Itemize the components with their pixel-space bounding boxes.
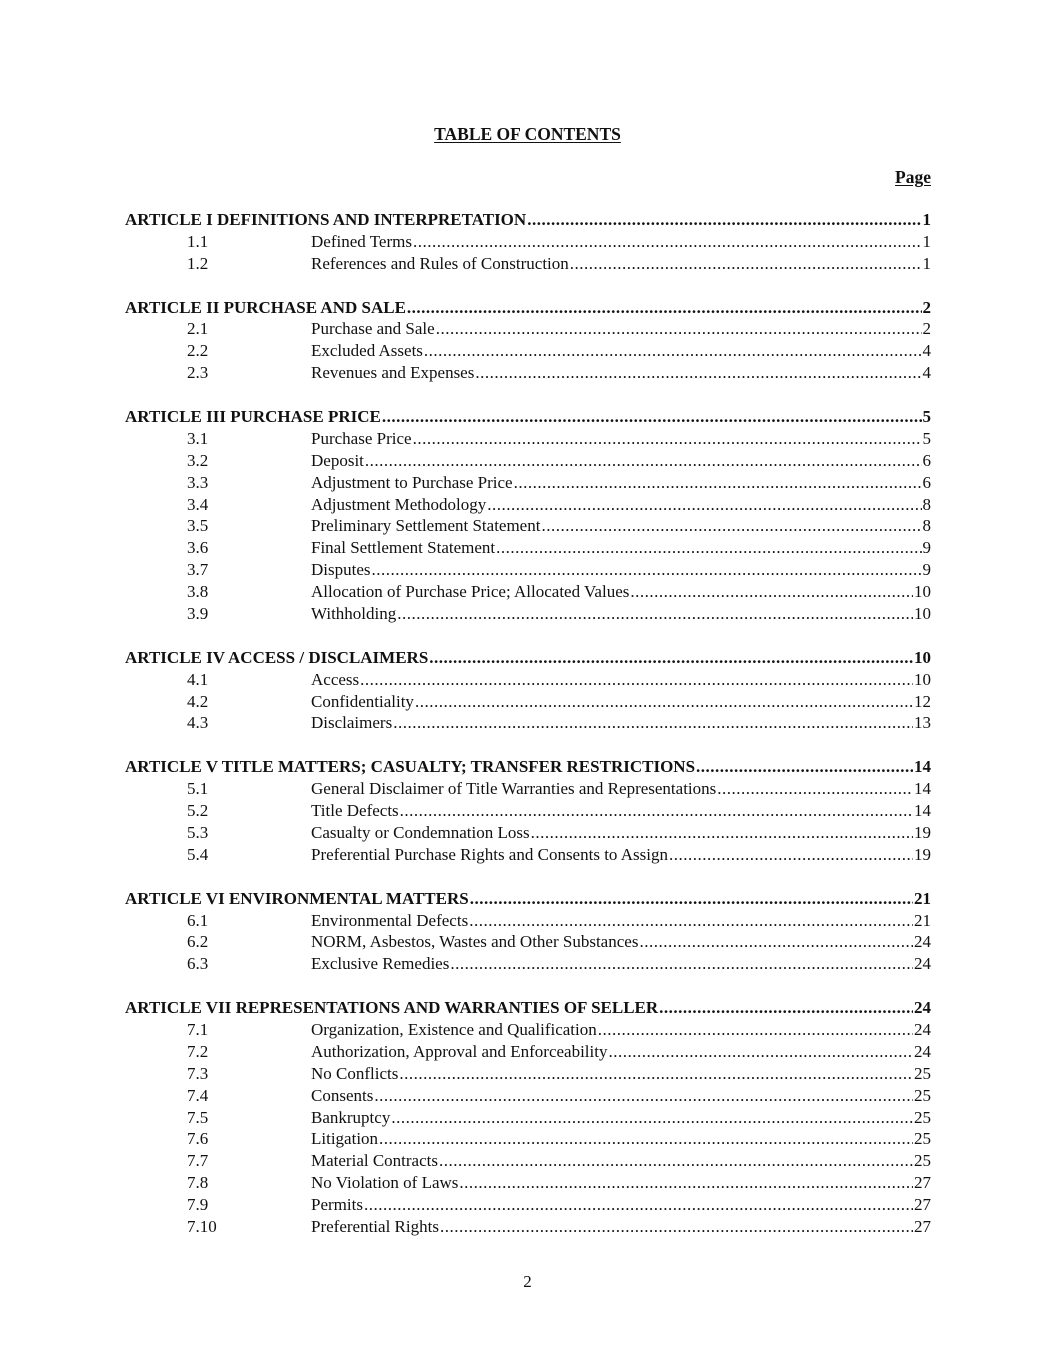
section-number: 5.2 (187, 801, 209, 821)
dot-leader (415, 691, 913, 713)
section-title: Deposit (311, 450, 364, 470)
section-page-number: 14 (914, 779, 931, 799)
section-number: 2.1 (187, 319, 209, 339)
section-number: 5.3 (187, 822, 209, 842)
section-page-number: 2 (922, 319, 931, 339)
section-number: 7.2 (187, 1041, 209, 1061)
dot-leader (391, 1107, 913, 1129)
toc-section-entry[interactable] (125, 931, 931, 953)
section-number: 7.10 (187, 1216, 217, 1236)
article-heading: ARTICLE VII REPRESENTATIONS AND WARRANTIES OF SELLER (125, 998, 659, 1018)
section-page-number: 25 (914, 1129, 931, 1149)
section-number: 7.4 (187, 1085, 209, 1105)
dot-leader (630, 581, 913, 603)
section-title: Purchase Price (311, 428, 412, 448)
section-page-number: 12 (914, 691, 931, 711)
section-title: Excluded Assets (311, 341, 423, 361)
section-page-number: 6 (922, 472, 931, 492)
section-title: Litigation (311, 1129, 379, 1149)
dot-leader (514, 472, 922, 494)
section-number: 1.2 (187, 253, 209, 273)
dot-leader (397, 603, 913, 625)
section-page-number: 13 (914, 713, 931, 733)
section-title: No Violation of Laws (311, 1173, 459, 1193)
toc-section-entry[interactable] (125, 231, 931, 253)
table-of-contents (125, 209, 931, 1260)
section-page-number: 6 (922, 450, 931, 470)
dot-leader (379, 1128, 913, 1150)
article-heading: ARTICLE V TITLE MATTERS; CASUALTY; TRANSFER RESTRICTIONS (125, 757, 696, 777)
section-number: 7.3 (187, 1063, 209, 1083)
section-title: General Disclaimer of Title Warranties and Representations (311, 779, 717, 799)
toc-section-entry[interactable] (125, 822, 931, 844)
section-page-number: 25 (914, 1085, 931, 1105)
dot-leader (470, 888, 913, 910)
section-number: 4.1 (187, 669, 209, 689)
dot-leader (413, 231, 922, 253)
dot-leader (450, 953, 913, 975)
section-title: Confidentiality (311, 691, 414, 711)
toc-section-entry[interactable] (125, 953, 931, 975)
section-title: Consents (311, 1085, 374, 1105)
section-number: 3.3 (187, 472, 209, 492)
toc-section-entry[interactable] (125, 318, 931, 340)
dot-leader (374, 1085, 913, 1107)
section-number: 3.4 (187, 494, 209, 514)
article-page-number: 1 (922, 210, 931, 229)
section-title: Defined Terms (311, 231, 412, 251)
toc-section-entry[interactable] (125, 712, 931, 734)
section-page-number: 24 (914, 1019, 931, 1039)
dot-leader (527, 209, 921, 231)
dot-leader (382, 406, 922, 428)
section-page-number: 24 (914, 1041, 931, 1061)
section-page-number: 14 (914, 801, 931, 821)
section-page-number: 25 (914, 1107, 931, 1127)
section-title: Permits (311, 1195, 363, 1215)
section-number: 7.6 (187, 1129, 209, 1149)
section-page-number: 1 (922, 253, 931, 273)
dot-leader (407, 297, 922, 319)
dot-leader (413, 428, 922, 450)
dot-leader (598, 1019, 913, 1041)
article-heading: ARTICLE II PURCHASE AND SALE (125, 297, 406, 317)
section-title: Authorization, Approval and Enforceability (311, 1041, 608, 1061)
toc-article (125, 406, 931, 625)
footer-page-number: 2 (523, 1272, 532, 1291)
section-page-number: 4 (922, 363, 931, 383)
dot-leader (608, 1041, 913, 1063)
section-title: Environmental Defects (311, 910, 469, 930)
section-title: Preliminary Settlement Statement (311, 516, 541, 536)
toc-article-entry[interactable] (125, 297, 931, 319)
section-title: Revenues and Expenses (311, 363, 475, 383)
section-page-number: 10 (914, 582, 931, 602)
toc-section-entry[interactable] (125, 1019, 931, 1041)
toc-section-entry[interactable] (125, 253, 931, 275)
section-page-number: 10 (914, 604, 931, 624)
dot-leader (475, 362, 921, 384)
article-page-number: 21 (914, 888, 931, 908)
section-title: Disputes (311, 560, 371, 580)
toc-article (125, 997, 931, 1238)
article-heading: ARTICLE IV ACCESS / DISCLAIMERS (125, 647, 429, 667)
section-page-number: 21 (914, 910, 931, 930)
section-page-number: 4 (922, 341, 931, 361)
dot-leader (669, 844, 913, 866)
article-page-number: 2 (922, 297, 931, 317)
article-page-number: 24 (914, 998, 931, 1018)
section-page-number: 27 (914, 1195, 931, 1215)
section-number: 6.2 (187, 932, 209, 952)
toc-section-entry[interactable] (125, 1085, 931, 1107)
section-title: Allocation of Purchase Price; Allocated Values (311, 582, 630, 602)
section-page-number: 27 (914, 1216, 931, 1236)
section-page-number: 27 (914, 1173, 931, 1193)
section-title: Casualty or Condemnation Loss (311, 822, 530, 842)
article-heading: ARTICLE III PURCHASE PRICE (125, 407, 381, 427)
dot-leader (424, 340, 922, 362)
toc-article-entry[interactable] (125, 997, 931, 1019)
section-title: No Conflicts (311, 1063, 399, 1083)
section-title: Purchase and Sale (311, 319, 435, 339)
toc-section-entry[interactable] (125, 1216, 931, 1238)
toc-section-entry[interactable] (125, 910, 931, 932)
section-title: Material Contracts (311, 1151, 438, 1171)
article-heading: ARTICLE I DEFINITIONS AND INTERPRETATION (125, 210, 527, 229)
dot-leader (469, 910, 913, 932)
section-number: 2.2 (187, 341, 209, 361)
toc-article (125, 297, 931, 385)
section-title: Final Settlement Statement (311, 538, 496, 558)
toc-title: TABLE OF CONTENTS (434, 124, 621, 144)
section-title: Preferential Purchase Rights and Consents to Assign (311, 844, 668, 864)
section-title: NORM, Asbestos, Wastes and Other Substances (311, 932, 639, 952)
dot-leader (531, 822, 913, 844)
section-number: 3.5 (187, 516, 209, 536)
section-page-number: 19 (914, 844, 931, 864)
dot-leader (696, 756, 913, 778)
article-heading: ARTICLE VI ENVIRONMENTAL MATTERS (125, 888, 469, 908)
dot-leader (459, 1172, 913, 1194)
toc-section-entry[interactable] (125, 362, 931, 384)
section-number: 7.1 (187, 1019, 209, 1039)
dot-leader (541, 515, 921, 537)
section-page-number: 8 (922, 494, 931, 514)
section-page-number: 9 (922, 538, 931, 558)
dot-leader (717, 778, 913, 800)
toc-section-entry[interactable] (125, 800, 931, 822)
dot-leader (360, 669, 913, 691)
section-title: Adjustment to Purchase Price (311, 472, 513, 492)
dot-leader (487, 494, 921, 516)
section-title: Preferential Rights (311, 1216, 439, 1236)
toc-article-entry[interactable] (125, 209, 931, 231)
dot-leader (639, 931, 913, 953)
section-number: 5.1 (187, 779, 209, 799)
toc-section-entry[interactable] (125, 778, 931, 800)
section-page-number: 24 (914, 932, 931, 952)
section-number: 7.7 (187, 1151, 209, 1171)
toc-section-entry[interactable] (125, 581, 931, 603)
section-title: Adjustment Methodology (311, 494, 487, 514)
section-number: 7.8 (187, 1173, 209, 1193)
section-page-number: 9 (922, 560, 931, 580)
toc-section-entry[interactable] (125, 603, 931, 625)
toc-section-entry[interactable] (125, 340, 931, 362)
dot-leader (400, 800, 913, 822)
section-number: 7.5 (187, 1107, 209, 1127)
toc-section-entry[interactable] (125, 844, 931, 866)
section-number: 3.2 (187, 450, 209, 470)
section-title: Exclusive Remedies (311, 954, 450, 974)
toc-section-entry[interactable] (125, 1063, 931, 1085)
toc-article-entry[interactable] (125, 406, 931, 428)
toc-article-entry[interactable] (125, 647, 931, 669)
section-page-number: 24 (914, 954, 931, 974)
section-title: References and Rules of Construction (311, 253, 569, 273)
toc-section-entry[interactable] (125, 515, 931, 537)
dot-leader (496, 537, 921, 559)
section-page-number: 10 (914, 669, 931, 689)
toc-section-entry[interactable] (125, 1172, 931, 1194)
section-page-number: 1 (922, 231, 931, 251)
toc-section-entry[interactable] (125, 1041, 931, 1063)
section-page-number: 25 (914, 1063, 931, 1083)
toc-section-entry[interactable] (125, 1128, 931, 1150)
section-number: 4.2 (187, 691, 209, 711)
dot-leader (440, 1216, 913, 1238)
section-title: Organization, Existence and Qualification (311, 1019, 597, 1039)
dot-leader (372, 559, 922, 581)
section-title: Disclaimers (311, 713, 393, 733)
dot-leader (570, 253, 922, 275)
toc-section-entry[interactable] (125, 669, 931, 691)
section-title: Access (311, 669, 360, 689)
section-number: 3.1 (187, 428, 209, 448)
section-number: 3.7 (187, 560, 209, 580)
section-number: 2.3 (187, 363, 209, 383)
section-number: 6.3 (187, 954, 209, 974)
section-title: Bankruptcy (311, 1107, 391, 1127)
toc-section-entry[interactable] (125, 1107, 931, 1129)
toc-article (125, 756, 931, 865)
toc-article (125, 209, 931, 275)
article-page-number: 14 (914, 757, 931, 777)
toc-section-entry[interactable] (125, 450, 931, 472)
toc-article-entry[interactable] (125, 888, 931, 910)
toc-section-entry[interactable] (125, 428, 931, 450)
section-number: 6.1 (187, 910, 209, 930)
toc-section-entry[interactable] (125, 691, 931, 713)
article-page-number: 10 (914, 647, 931, 667)
section-page-number: 25 (914, 1151, 931, 1171)
dot-leader (429, 647, 913, 669)
section-number: 1.1 (187, 231, 209, 251)
toc-article-entry[interactable] (125, 756, 931, 778)
dot-leader (659, 997, 913, 1019)
toc-section-entry[interactable] (125, 1150, 931, 1172)
section-page-number: 19 (914, 822, 931, 842)
dot-leader (399, 1063, 913, 1085)
section-number: 3.8 (187, 582, 209, 602)
dot-leader (365, 450, 922, 472)
toc-article (125, 888, 931, 976)
section-number: 5.4 (187, 844, 209, 864)
toc-section-entry[interactable] (125, 537, 931, 559)
dot-leader (436, 318, 922, 340)
section-number: 7.9 (187, 1195, 209, 1215)
section-number: 4.3 (187, 713, 209, 733)
section-number: 3.9 (187, 604, 209, 624)
dot-leader (393, 712, 913, 734)
section-number: 3.6 (187, 538, 209, 558)
toc-section-entry[interactable] (125, 559, 931, 581)
toc-section-entry[interactable] (125, 494, 931, 516)
page-column-header: Page (895, 167, 931, 187)
toc-article (125, 647, 931, 735)
article-page-number: 5 (922, 407, 931, 427)
dot-leader (439, 1150, 913, 1172)
section-page-number: 5 (922, 428, 931, 448)
section-page-number: 8 (922, 516, 931, 536)
dot-leader (364, 1194, 913, 1216)
toc-section-entry[interactable] (125, 472, 931, 494)
section-title: Title Defects (311, 801, 399, 821)
section-title: Withholding (311, 604, 397, 624)
toc-section-entry[interactable] (125, 1194, 931, 1216)
